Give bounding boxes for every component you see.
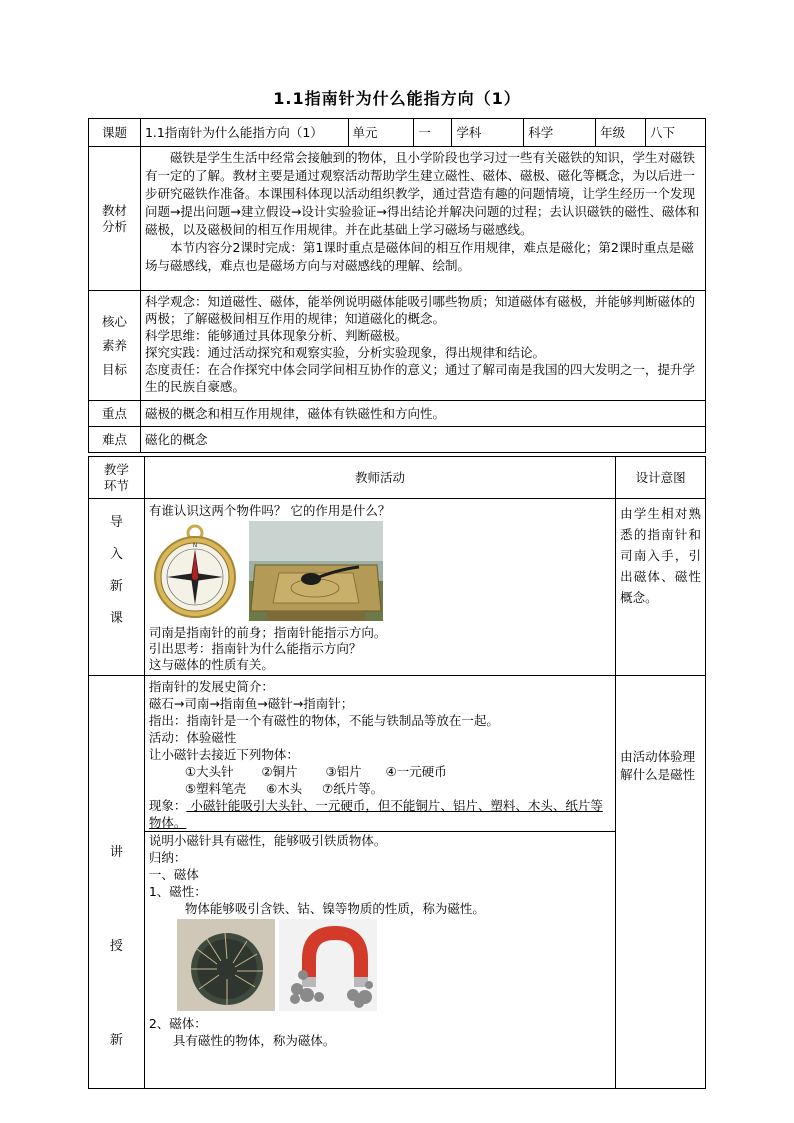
phenomenon	[149, 797, 611, 831]
section-title: 一、磁体	[148, 867, 199, 882]
process-table	[88, 456, 706, 1089]
core-item: 科学思维：能够通过具体现象分析、判断磁极。	[144, 328, 408, 343]
core-item: 科学观念：知道磁性、磁体，能举例说明磁体能吸引哪些物质；知道磁体有磁极，并能够判断磁体的两极；了解磁极间相互作用的规律；知道磁化的概念。	[144, 294, 695, 326]
core-content	[140, 291, 705, 401]
objects-row	[149, 780, 611, 797]
history-title: 指南针的发展史简介：	[148, 679, 274, 694]
intro-question: 有谁认识这两个物件吗？ 它的作用是什么？	[148, 503, 391, 518]
core-label-line: 素养	[101, 337, 127, 353]
analysis-paragraph: 磁铁是学生生活中经常会接触到的物体，且小学阶段也学习过一些有关磁铁的知识，学生对磁铁有一定的了解。教材主要是通过观察活动帮助学生建立磁性、磁体、磁极、磁化等概念，为以后进一步研究磁铁作准备。本课围科体现以活动组织教学，通过营造有趣的问题情境，让学生经历一个发现问题→提出问题→建立假设→设计实验验证→得出结论并解决问题的过程；去认识磁铁的磁性、磁体和磁极，以及磁极间的相互作用规律。并在此基础上学习磁场与磁感线。	[144, 150, 700, 237]
horseshoe-magnet-image	[279, 919, 377, 1011]
magnet-pins-image	[177, 919, 275, 1011]
analysis-content	[140, 147, 705, 291]
stage-header-line: 环节	[103, 477, 129, 493]
phenomenon-text: 小磁针能吸引大头针、一元硬币，但不能铜片、铝片、塑料、木头、纸片等物体。	[148, 798, 603, 830]
summary: 归纳：	[148, 850, 187, 865]
svg-text:N: N	[192, 542, 198, 549]
phenomenon-label: 现象：	[148, 798, 187, 813]
magnetism-title: 1、磁性：	[148, 884, 207, 899]
unit-value: 一	[414, 119, 452, 147]
object-item: ③铝片	[325, 764, 362, 779]
intro-activity	[144, 499, 615, 676]
info-table	[88, 118, 706, 453]
grade-label: 年级	[596, 119, 646, 147]
process-col-stage	[89, 457, 145, 499]
object-item: ⑥木头	[265, 781, 303, 796]
intro-stage-char: 课	[109, 611, 123, 626]
analysis-paragraph: 本节内容分2课时完成：第1课时重点是磁体间的相互作用规律，难点是磁化；第2课时重点是磁场与磁感线，难点也是磁场方向与对磁感线的理解、绘制。	[144, 240, 694, 273]
core-item: 态度责任：在合作探究中体会同学间相互协作的意义；通过了解司南是我国的四大发明之一，提升学生的民族自豪感。	[144, 362, 695, 394]
object-item: ②铜片	[261, 764, 298, 779]
intro-images	[153, 521, 611, 621]
teach-stage-char: 新	[109, 1033, 123, 1048]
objects-row	[149, 763, 611, 780]
point-out: 指出：指南针是一个有磁性的物体，不能与铁制品等放在一起。	[148, 713, 499, 728]
analysis-label: 教材分析	[89, 147, 141, 291]
magnet-title: 2、磁体：	[148, 1016, 207, 1031]
history-chain: 磁石→司南→指南鱼→磁针→指南针；	[148, 696, 354, 711]
core-label-line: 核心	[101, 313, 127, 329]
intro-stage-char: 导	[109, 515, 123, 530]
object-item: ⑤塑料笔壳	[184, 781, 247, 796]
teach-intent: 由活动体验理解什么是磁性	[616, 676, 706, 1089]
grade-value: 八下	[646, 119, 706, 147]
intro-stage-char: 入	[109, 547, 123, 562]
process-col-intent: 设计意图	[616, 457, 706, 499]
explain: 说明小磁针具有磁性，能够吸引铁质物体。	[148, 833, 387, 848]
stage-header-line: 教学	[103, 461, 129, 477]
intro-line: 引出思考：指南针为什么能指示方向？	[148, 641, 362, 656]
subject-label: 学科	[452, 119, 524, 147]
object-item: ⑦纸片等。	[322, 781, 384, 796]
key-point-label: 重点	[89, 401, 141, 427]
topic-label: 课题	[89, 119, 141, 147]
intro-line: 这与磁体的性质有关。	[148, 657, 274, 672]
intro-line: 司南是指南针的前身；指南针能指示方向。	[148, 625, 387, 640]
core-label-line: 目标	[101, 361, 127, 377]
page-title: 1.1指南针为什么能指方向（1）	[273, 89, 521, 108]
instruction: 让小磁针去接近下列物体：	[148, 747, 299, 762]
teach-images	[177, 919, 611, 1011]
key-point-text: 磁极的概念和相互作用规律，磁体有铁磁性和方向性。	[140, 401, 705, 427]
teach-stage-char: 授	[109, 939, 123, 954]
unit-label: 单元	[348, 119, 414, 147]
core-label	[89, 291, 141, 401]
subject-value: 科学	[524, 119, 596, 147]
sinan-image	[249, 521, 383, 621]
core-item: 探究实践：通过活动探究和观察实验，分析实验现象，得出规律和结论。	[144, 345, 545, 360]
process-col-activity: 教师活动	[144, 457, 615, 499]
activity-title: 活动：体验磁性	[148, 730, 237, 745]
teach-stage	[89, 676, 145, 1089]
magnet-def: 具有磁性的物体，称为磁体。	[172, 1033, 336, 1048]
intro-intent: 由学生相对熟悉的指南针和司南入手，引出磁体、磁性概念。	[616, 499, 706, 676]
magnetism-def: 物体能够吸引含铁、钴、镍等物质的性质，称为磁性。	[184, 901, 485, 916]
teach-stage-char: 讲	[109, 845, 123, 860]
difficulty-label: 难点	[89, 427, 141, 453]
compass-image	[153, 521, 237, 621]
intro-stage	[89, 499, 145, 676]
difficulty-text: 磁化的概念	[140, 427, 705, 453]
object-item: ④一元硬币	[385, 764, 447, 779]
topic-value: 1.1指南针为什么能指方向（1）	[140, 119, 348, 147]
object-item: ①大头针	[184, 764, 234, 779]
intro-stage-char: 新	[109, 579, 123, 594]
teach-activity	[144, 676, 615, 1089]
